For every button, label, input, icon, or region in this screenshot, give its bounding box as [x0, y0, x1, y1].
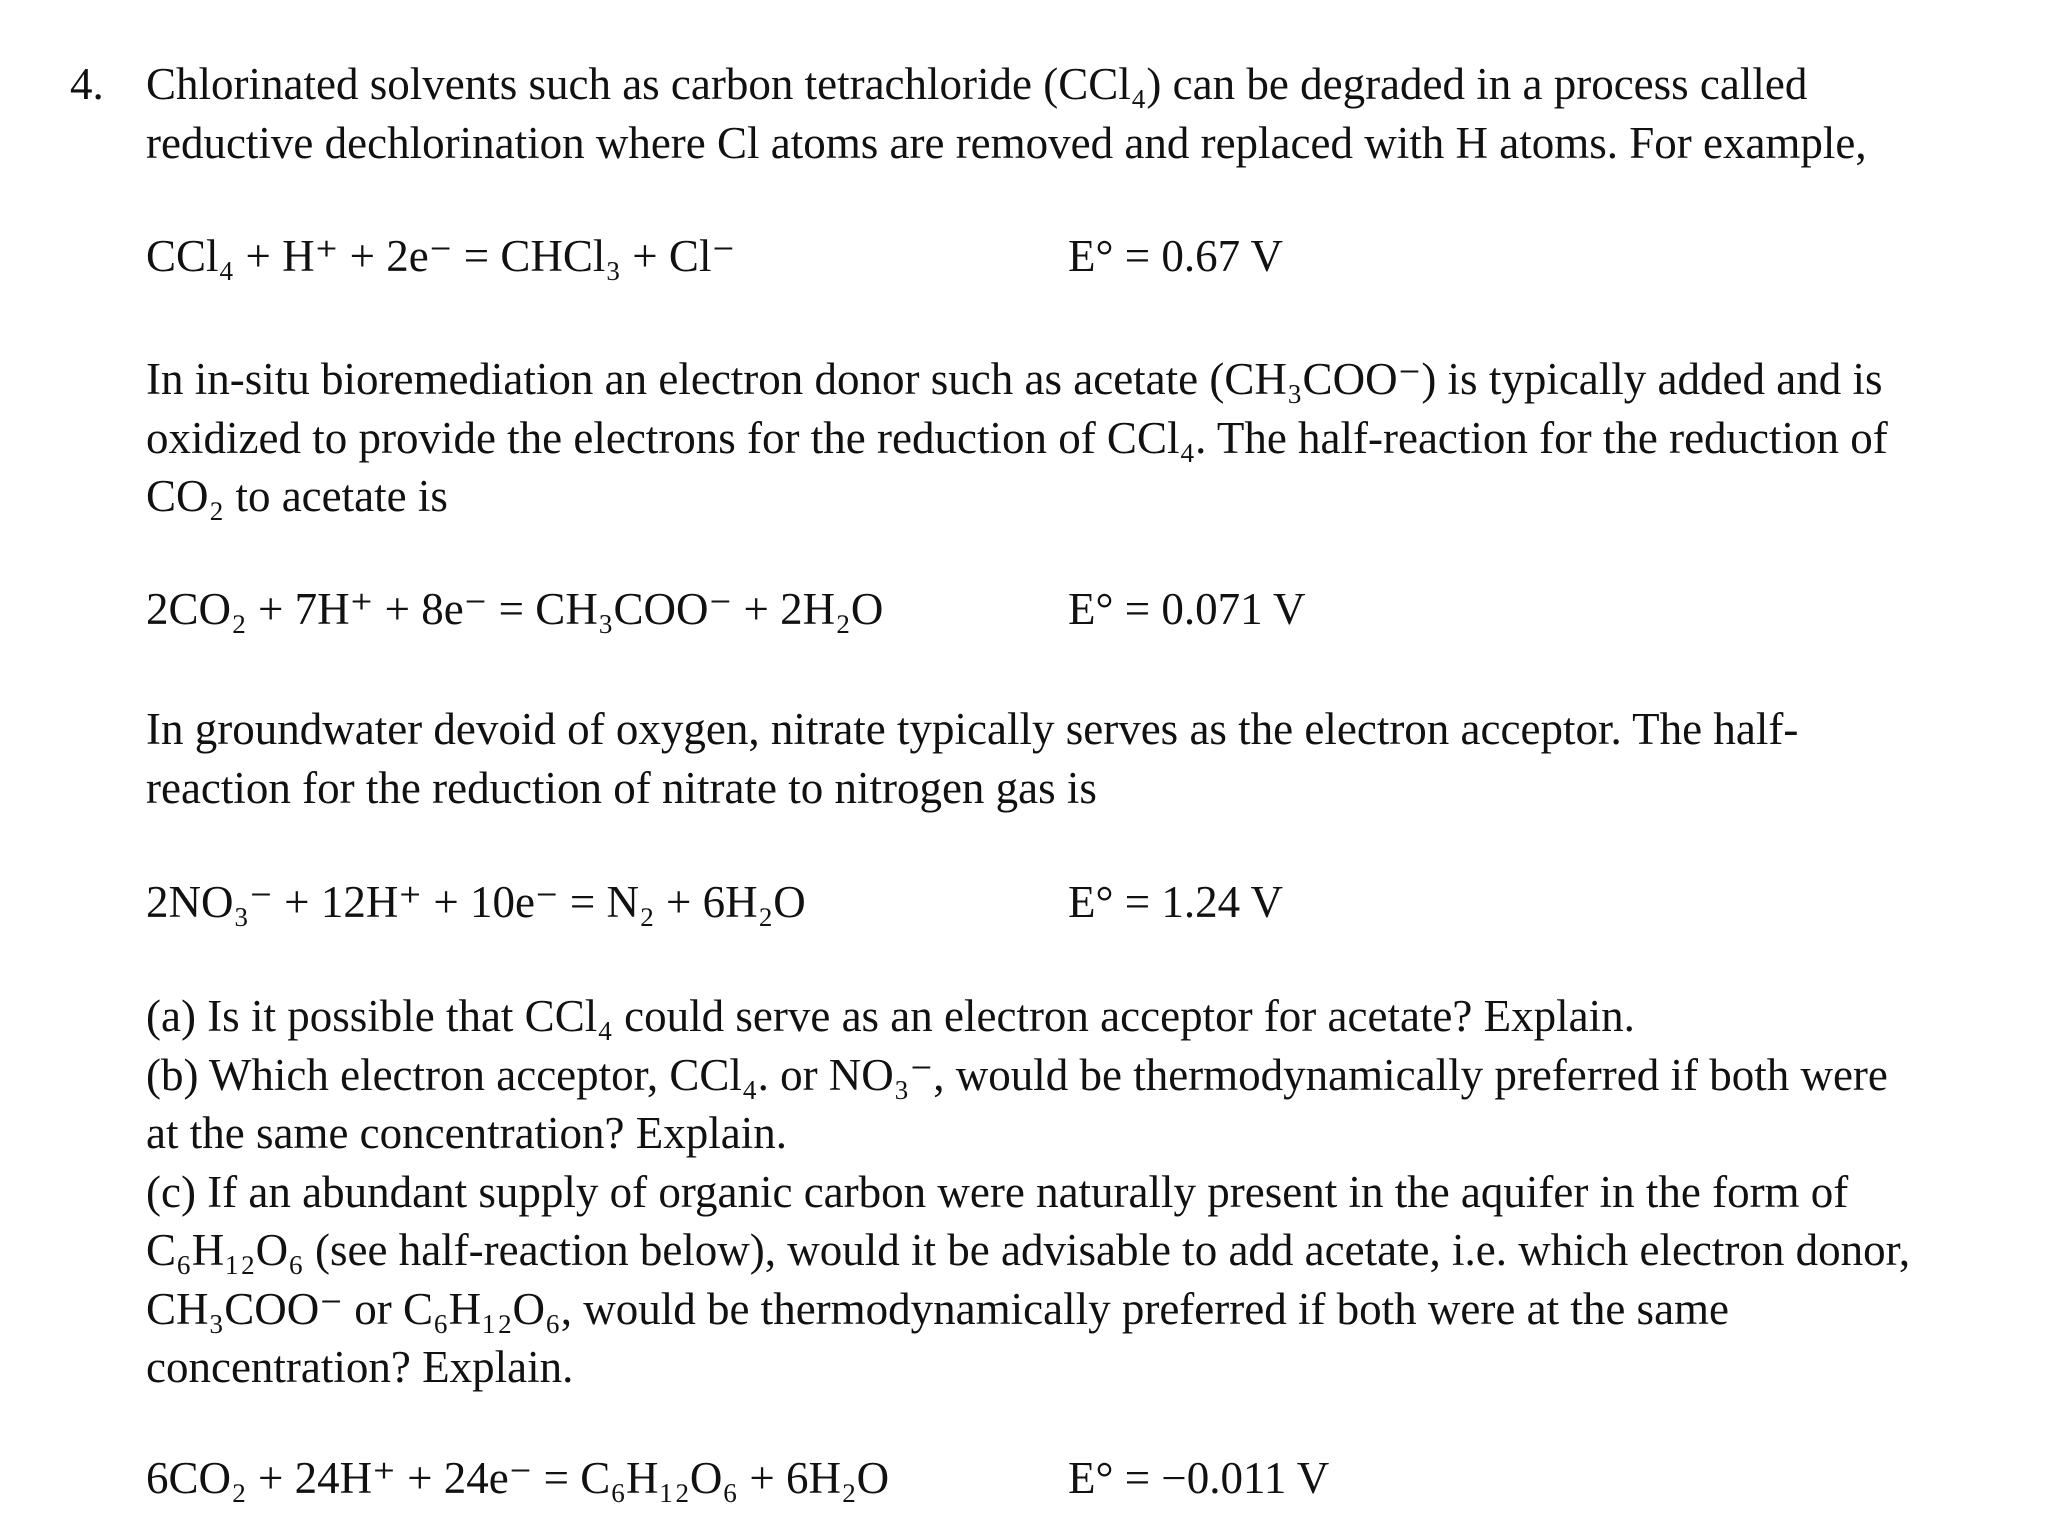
paragraph-line: In groundwater devoid of oxygen, nitrate typically serves as the electron acceptor. The half-: [146, 704, 1799, 754]
paragraph-line: CO₂ to acetate is: [146, 471, 448, 521]
intro-line: reductive dechlorination where Cl atoms are removed and replaced with H atoms. For example,: [146, 117, 1867, 168]
intro-line: Chlorinated solvents such as carbon tetrachloride (CCl₄) can be degraded in a process called: [146, 59, 1808, 109]
equation-potential: E° = 1.24 V: [1068, 877, 1284, 927]
equation-potential: E° = 0.67 V: [1068, 231, 1284, 281]
part-line: CH₃COO⁻ or C₆H₁₂O₆, would be thermodynamically preferred if both were at the same: [146, 1283, 1730, 1334]
part-line: (b) Which electron acceptor, CCl₄. or NO₃⁻, would be thermodynamically preferred if both were: [146, 1049, 1888, 1100]
equation-reaction: 2NO₃⁻ + 12H⁺ + 10e⁻ = N₂ + 6H₂O: [146, 877, 806, 927]
part-line: at the same concentration? Explain.: [146, 1108, 787, 1158]
question-parts: [146, 987, 2016, 1397]
bioremediation-paragraph: [146, 350, 2016, 526]
part-line: concentration? Explain.: [146, 1342, 574, 1392]
part-line: (c) If an abundant supply of organic carbon were naturally present in the aquifer in the form of: [146, 1166, 1849, 1217]
groundwater-paragraph: [146, 700, 2016, 817]
equation-acetate: [146, 579, 2016, 639]
equation-ccl4: [146, 226, 2016, 286]
question-number: 4.: [70, 59, 104, 109]
equation-potential: E° = 0.071 V: [1068, 584, 1306, 634]
equation-potential: E° = −0.011 V: [1068, 1453, 1330, 1503]
paragraph-line: In in-situ bioremediation an electron donor such as acetate (CH₃COO⁻) is typically added and is: [146, 354, 1883, 404]
part-line: C₆H₁₂O₆ (see half-reaction below), would it be advisable to add acetate, i.e. which electron donor,: [146, 1225, 1911, 1275]
paragraph-line: oxidized to provide the electrons for the reduction of CCl₄. The half-reaction for the reduction of: [146, 412, 1888, 463]
equation-reaction: 2CO₂ + 7H⁺ + 8e⁻ = CH₃COO⁻ + 2H₂O: [146, 584, 884, 634]
intro-paragraph: [146, 55, 2016, 172]
equation-reaction: 6CO₂ + 24H⁺ + 24e⁻ = C₆H₁₂O₆ + 6H₂O: [146, 1453, 890, 1503]
paragraph-line: reaction for the reduction of nitrate to nitrogen gas is: [146, 762, 1097, 813]
equation-reaction: CCl₄ + H⁺ + 2e⁻ = CHCl₃ + Cl⁻: [146, 231, 736, 281]
equation-glucose: [146, 1448, 2016, 1508]
part-line: (a) Is it possible that CCl₄ could serve as an electron acceptor for acetate? Explain.: [146, 991, 1635, 1041]
equation-nitrate: [146, 872, 2016, 932]
